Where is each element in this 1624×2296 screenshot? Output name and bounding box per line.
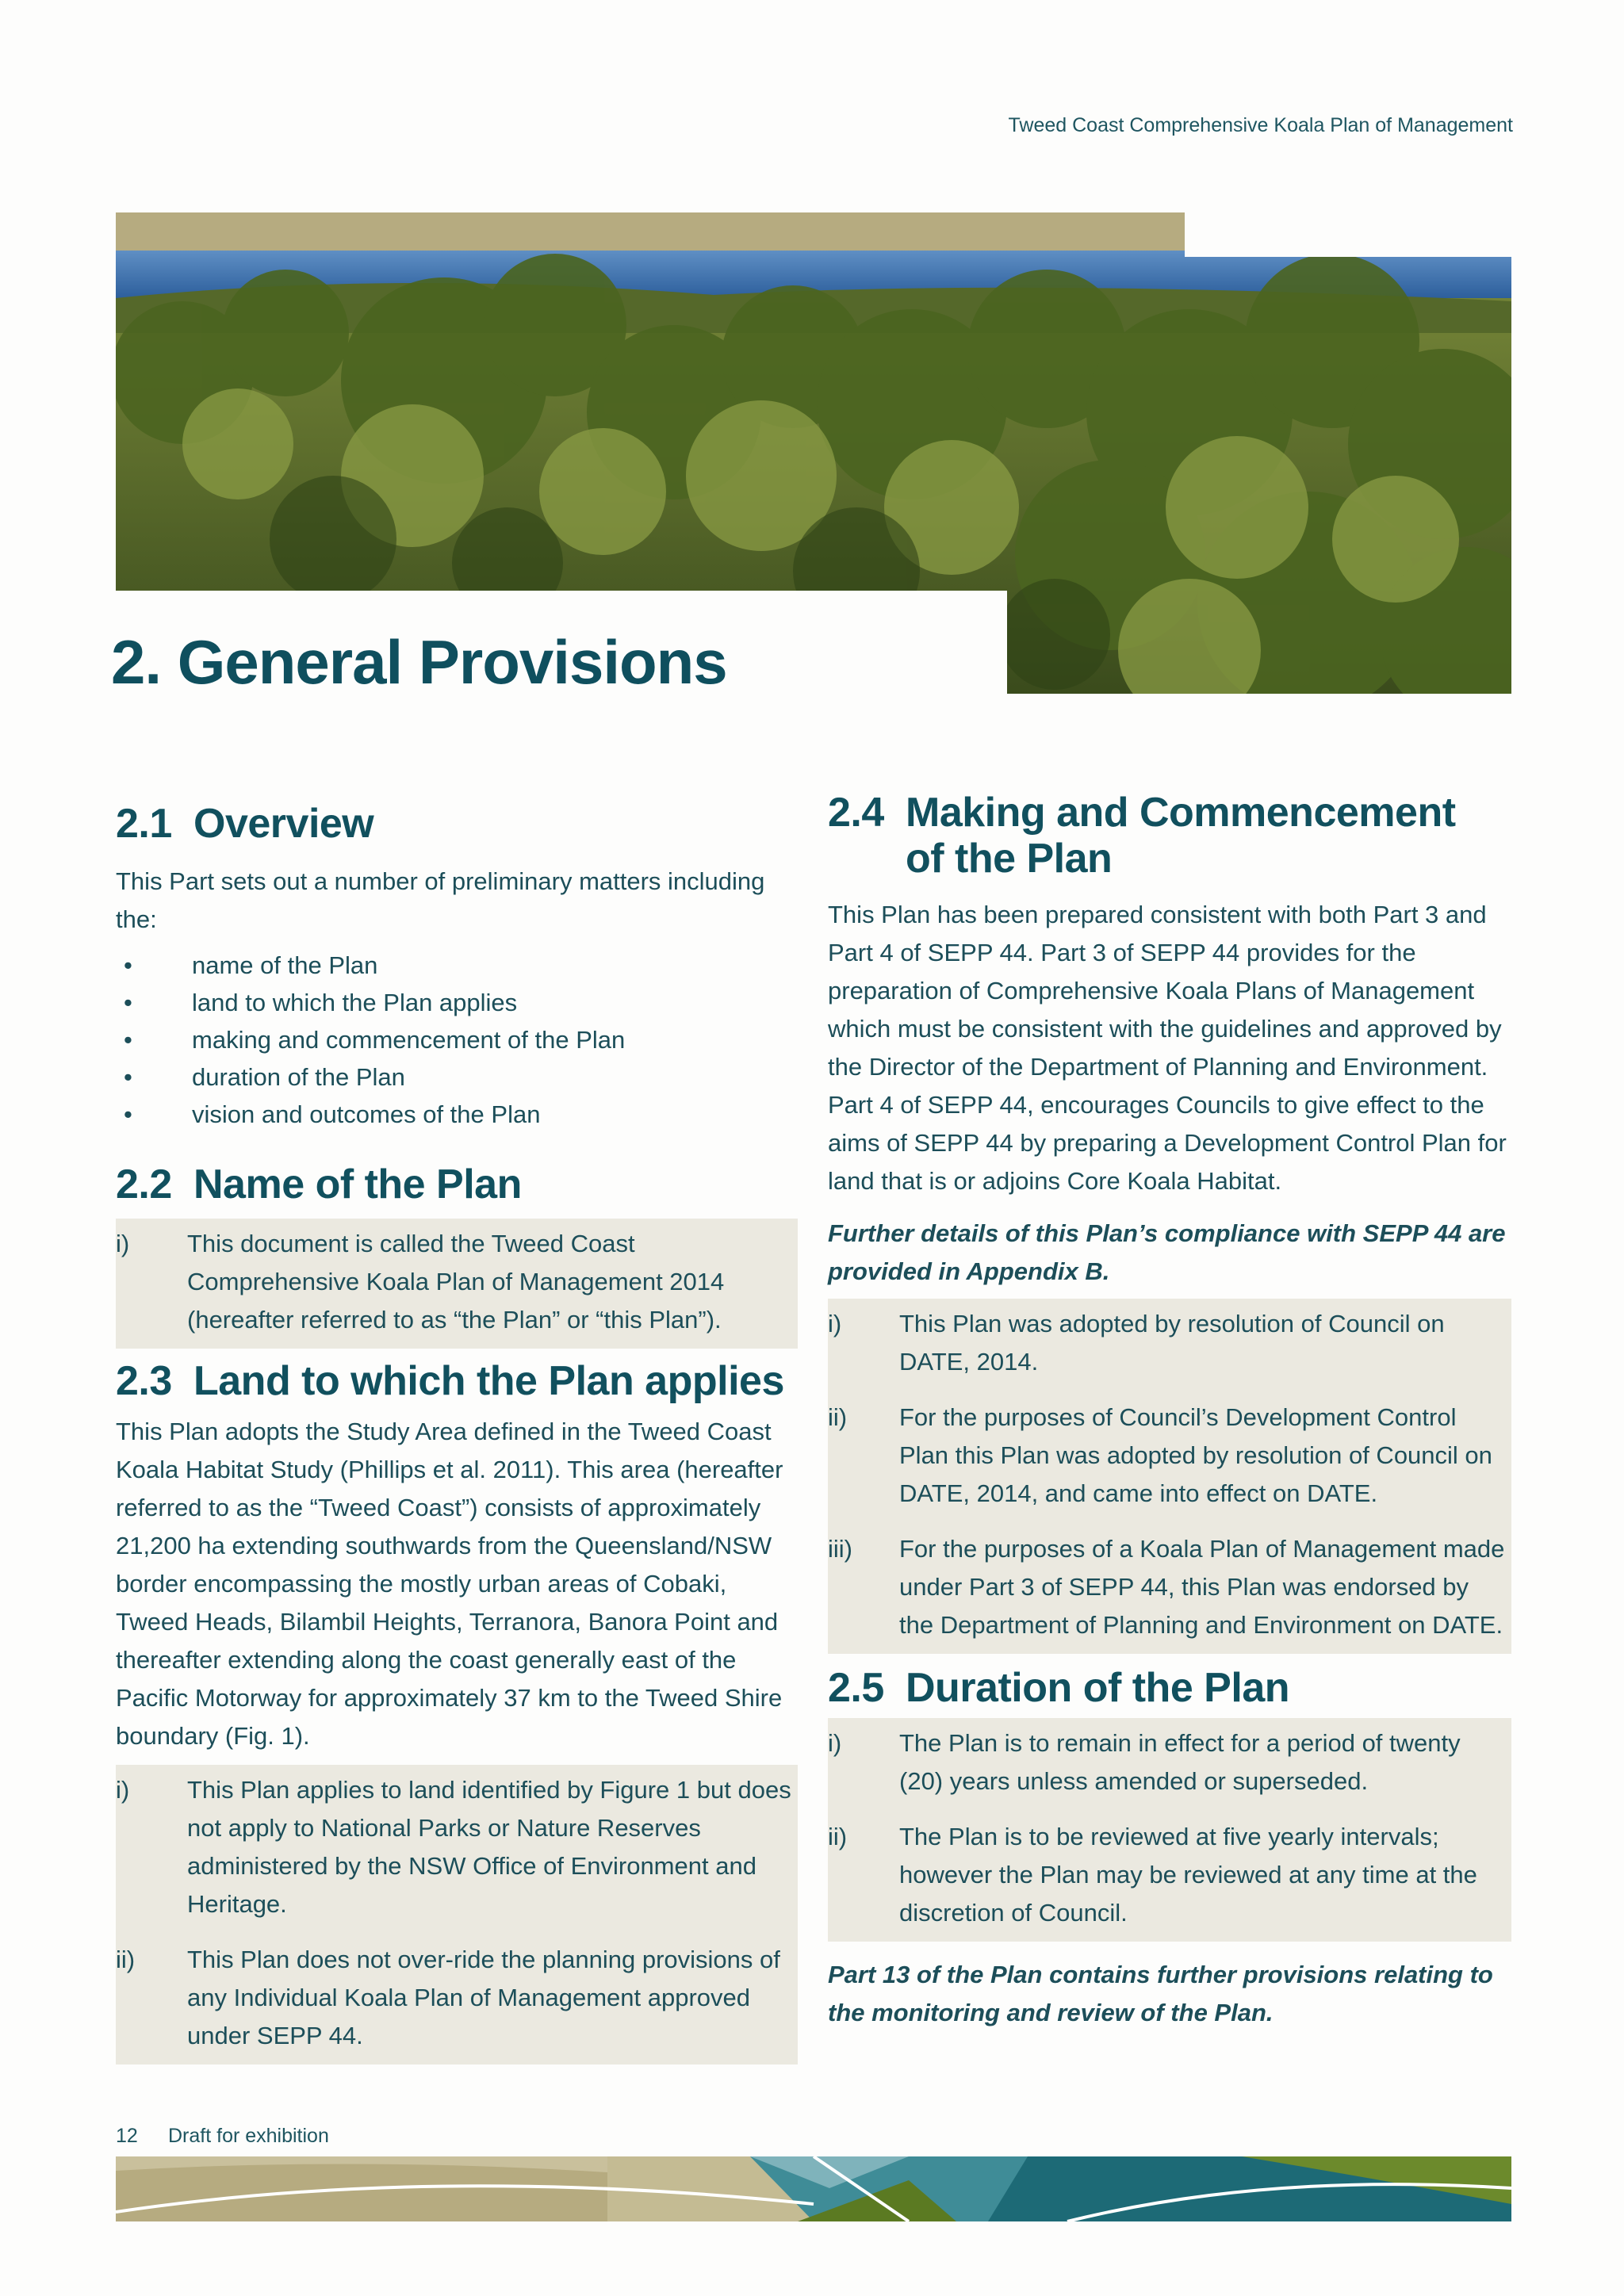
section-number: 2.4 xyxy=(828,790,884,836)
name-provisions-box xyxy=(116,1219,798,1349)
list-item: • name of the Plan xyxy=(116,947,798,984)
making-body: This Plan has been prepared consistent with both Part 3 and Part 4 of SEPP 44. Part 3 of SEPP 44 provides for the preparation of Comprehensive Koala Plans of Management which must be consistent with the guidelines and approved by the Director of the Department of Planning and Environment. Part 4 of SEPP 44, encourages Councils to give effect to the aims of SEPP 44 by preparing a Development Control Plan for land that is or adjoins Core Koala Habitat. xyxy=(828,901,1507,1196)
item-text: This document is called the Tweed Coast Comprehensive Koala Plan of Management 2014 (hereafter referred to as “the Plan” or “this Plan”). xyxy=(187,1230,725,1334)
item-label: i) xyxy=(116,1230,130,1258)
running-head: Tweed Coast Comprehensive Koala Plan of Management xyxy=(1008,114,1513,136)
item-text: For the purposes of Council’s Development Control Plan this Plan was adopted by resolution of Council on DATE, 2014, and came into effect on DATE. xyxy=(899,1403,1492,1508)
appendix-note: Further details of this Plan’s compliance with SEPP 44 are provided in Appendix B. xyxy=(828,1219,1506,1286)
making-provisions-box xyxy=(828,1299,1511,1654)
item-label: i) xyxy=(828,1728,842,1757)
item-label: i) xyxy=(828,1310,842,1338)
section-title: Land to which the Plan applies xyxy=(193,1358,784,1405)
section-number: 2.2 xyxy=(116,1161,172,1208)
section-2-4-heading xyxy=(828,790,1511,882)
item-label: iii) xyxy=(828,1535,852,1563)
review-note: Part 13 of the Plan contains further provisions relating to the monitoring and review of the Plan. xyxy=(828,1960,1493,2026)
section-2-1-heading xyxy=(116,801,798,847)
list-item: • duration of the Plan xyxy=(116,1058,798,1096)
item-text: The Plan is to be reviewed at five yearly intervals; however the Plan may be reviewed at any time at the discretion of Council. xyxy=(899,1822,1477,1927)
footer-label: Draft for exhibition xyxy=(168,2125,329,2147)
provision-item xyxy=(116,1941,798,2055)
item-label: i) xyxy=(116,1775,130,1804)
section-title: Making and Commencement xyxy=(906,790,1456,836)
item-text: This Plan does not over-ride the planning provisions of any Individual Koala Plan of Management approved under SEPP 44. xyxy=(187,1945,780,2049)
item-text: For the purposes of a Koala Plan of Management made under Part 3 of SEPP 44, this Plan was endorsed by the Department of Planning and Environment on DATE. xyxy=(899,1535,1505,1640)
right-column xyxy=(828,790,1511,2032)
list-item: • making and commencement of the Plan xyxy=(116,1021,798,1058)
list-item: • land to which the Plan applies xyxy=(116,984,798,1021)
page-title: 2. General Provisions xyxy=(111,627,727,697)
provision-item xyxy=(828,1305,1511,1381)
provision-item xyxy=(116,1225,798,1339)
duration-provisions-box xyxy=(828,1718,1511,1942)
item-text: This Plan applies to land identified by Figure 1 but does not apply to National Parks or Nature Reserves administered by the NSW Office of Environment and Heritage. xyxy=(187,1775,791,1918)
left-column xyxy=(116,801,798,2064)
overview-intro: This Part sets out a number of preliminary matters including the: xyxy=(116,867,765,934)
section-title: Duration of the Plan xyxy=(906,1665,1289,1712)
item-label: ii) xyxy=(116,1945,136,1973)
provision-item xyxy=(828,1530,1511,1644)
item-text: The Plan is to remain in effect for a period of twenty (20) years unless amended or superseded. xyxy=(899,1728,1461,1795)
section-2-3-heading xyxy=(116,1358,798,1404)
section-title: Overview xyxy=(193,801,374,847)
provision-item xyxy=(828,1399,1511,1513)
provision-item xyxy=(828,1724,1511,1800)
section-number: 2.1 xyxy=(116,801,172,847)
overview-list xyxy=(116,947,798,1133)
land-body: This Plan adopts the Study Area defined in the Tweed Coast Koala Habitat Study (Phillips et al. 2011). This area (hereafter referred to as the “Tweed Coast”) consists of approximately 21,200 ha extending southwards from the Queensland/NSW border encompassing the mostly urban areas of Cobaki, Tweed Heads, Bilambil Heights, Terranora, Banora Point and thereafter extending along the coast generally east of the Pacific Motorway for approximately 37 km to the Tweed Shire boundary (Fig. 1). xyxy=(116,1417,783,1750)
provision-item xyxy=(116,1771,798,1923)
land-provisions-box xyxy=(116,1765,798,2064)
section-title-continued: of the Plan xyxy=(906,836,1113,882)
footer-decoration xyxy=(116,2156,1511,2221)
section-number: 2.5 xyxy=(828,1665,884,1712)
section-number: 2.3 xyxy=(116,1358,172,1405)
provision-item xyxy=(828,1818,1511,1932)
item-label: ii) xyxy=(828,1822,848,1850)
section-title: Name of the Plan xyxy=(193,1161,522,1208)
section-2-5-heading xyxy=(828,1665,1511,1711)
item-label: ii) xyxy=(828,1403,848,1432)
item-text: This Plan was adopted by resolution of Council on DATE, 2014. xyxy=(899,1310,1445,1376)
list-item: • vision and outcomes of the Plan xyxy=(116,1096,798,1133)
forest-photo xyxy=(0,0,1624,714)
page-number: 12 xyxy=(116,2125,138,2147)
section-2-2-heading xyxy=(116,1161,798,1207)
